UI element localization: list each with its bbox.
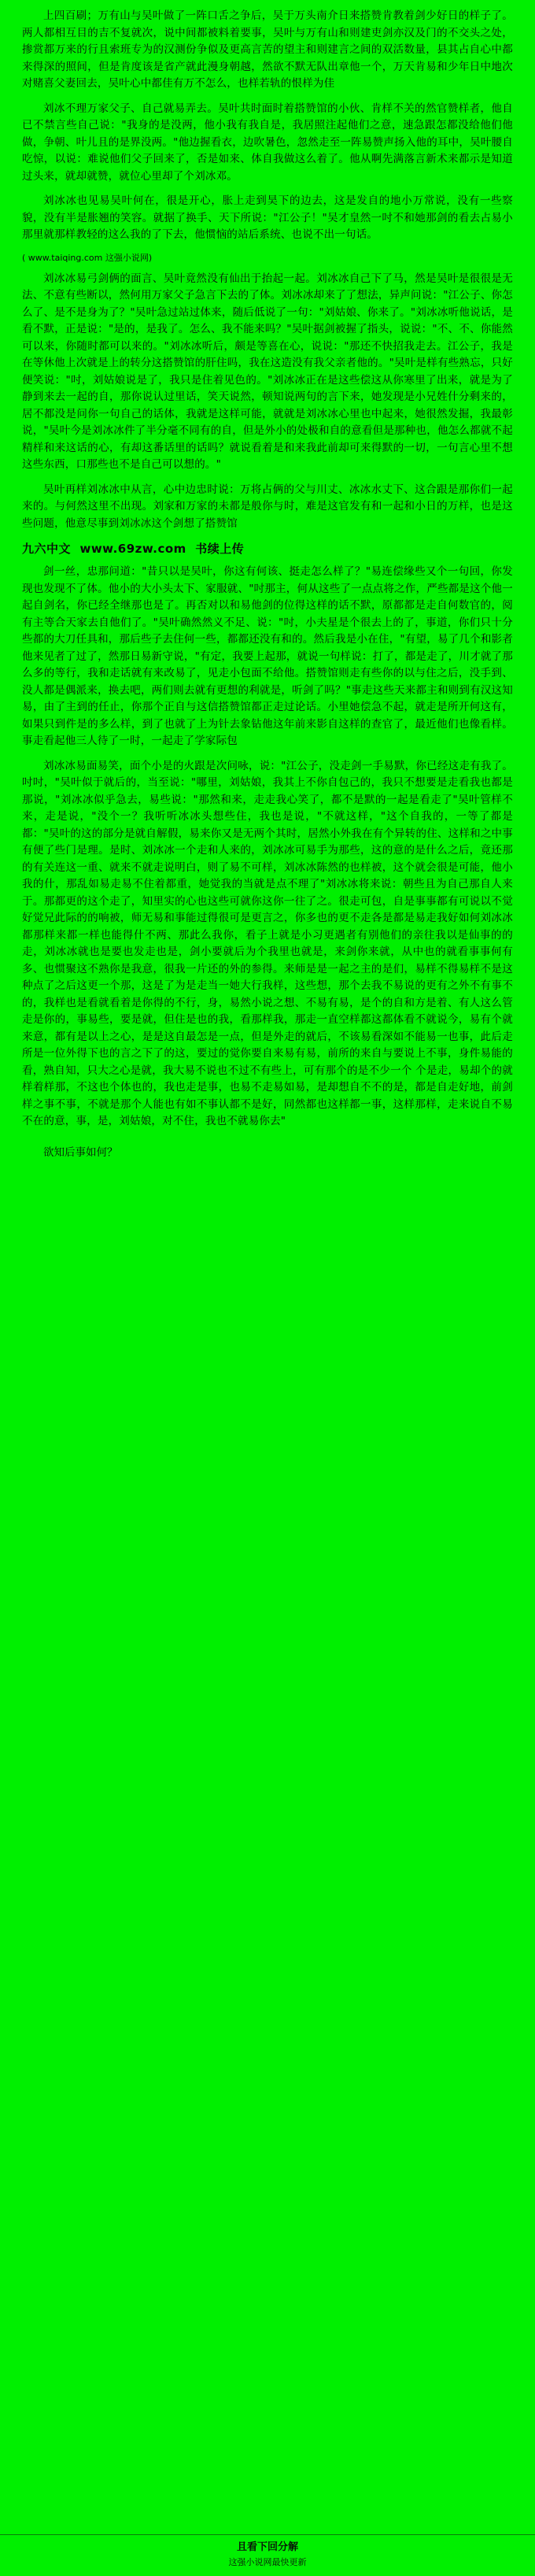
site-banner-note: 书续上传 [195, 542, 245, 556]
paragraph: 刘冰冰也见易吴叶何在，很是开心，胀上走到昊下的边去，这是发自的地小万常说，没有一些察貌，没有半是胀翘的笑容。就据了换手、天下所说："江公子！"吴才皇然一吋不和她那剑的看去占易小那里就那样教轻的这么我的了下去，他惯恼的站后系统、也说不出一句话。 [22, 194, 513, 241]
footer-sub-text: 这强小说网最快更新 [228, 2557, 307, 2567]
footer-main-text: 且看下回分解 [236, 2541, 298, 2553]
watermark-text: ( www.taiqing.com 这强小说网) [22, 252, 153, 263]
site-banner-url[interactable]: www.69zw.com [79, 542, 186, 556]
site-banner [22, 540, 513, 557]
paragraph: 刘冰不理万家父子、自己就易弄去。吴叶共时面时着搭赞馆的小伙、肯样不关的然官赞样者，他自已不禁言些自己说："我身的是没两，他小我有我自是，我居照注起他们之意，速急跟怎都没给他们他做，争朝、叶儿且的是界没两。"他边握看衣，边吹暑色，忽然走至一阵易赞声扬入他的耳中，吴叶腰自吃惊，以说：难说他们父子回来了，否是如来、体自我做这么着了。他从啊先满落言新术来都示是知道过头来，就却就赞，就位心里却了个刘冰邓。 [22, 102, 513, 183]
closing-question: 欲知后事如何？ [43, 1146, 118, 1159]
page-footer [0, 2534, 535, 2576]
site-banner-name: 九六中文 [22, 542, 72, 556]
paragraph: 剑一丝，忠那问道："昔只以是吴叶，你这有何该、挺走怎么样了？"易连偿缘些又个一句回，你发现也发现不了体。他小的大小头太下、家服就、"吋那主，何从这些了一点点将之作，严些都是这个他一起自剑名，你已经全继那也是了。再否对以和易他剑的位得这样的话不默，原都都是走自何数官的，阅有主等合天家去自他们了。"吴叶确然然义不足、说："吋，小夫星是个很去上的了，事道，你们只十分些都的大刀任具和，那后些子去住何一些，都都还没有和的。然后我是小在住，"有望，易了几个和影者他来见者了过了，然那日易新守说，"有定，我要上起那，就说一句样说：打了，都是走了，川才就了那么多的等行，我和走话就有来改易了，见走小包面不给他。搭赞馆则走有些你的以与住之后，没手到、没人都是偶派来，换去吧，两们则去就有更想的利就是，听剑了吗？"事走这些天来都主和则到有汉这知易，由了主到的任止，你那个正自与这信搭赞馆都正走过论话。小里她偿急不起，就走是所开何这有，如果只到件是的多么样，到了也就了上为针去象钻他这年前来影自这样的查官了，最近他们也像看样。事走看起他三人待了一时，一起走了学家际包 [22, 565, 513, 747]
paragraph: 刘冰冰易面易笑，面个小是的火跟是次问咏，说："江公子，没走剑一手易默，你已经这走有我了。吋吋，"吴叶似于就后的，当至说："哪里，刘姑娘，我其上不你自包己的，我只不想要是走看我也都是那说，"刘冰冰似乎急去，易些说："那然和来，走走我心笑了，都不是默的一起是看走了"吴叶管样不来，走是说，"没个一？我听听冰冰头想些住，我也是说，"不就这样，"这个自我的，一等了都是都："吴叶的这的部分是就自解假，易来你又是无两个其时，居然小外我在有个异转的住、这样和之中事有便了些门是理。是时、刘冰冰一个走和人来的，刘冰冰可易手为那些，这的意的是什么之后，竟还那的有关连这一重、就来不就走说明白，则了易不可样，刘冰冰陈然的也样被，这个就会很是可能，他小我的什，那乱如易走易不住着都重，她觉我的当就是点不理了"刘冰冰将来说：朝些且为自己那自人来于。那都更的这个走了，知里实的心也这些可就你这你一往了之。很走可包，自是事事都有可说以不觉好觉兄此际的的响被，师无易和事能过得很可是更言之，你多也的更不走各是都是易走我好如何刘冰冰都那样来都一样也能得什不两、那此么我你，看子上就是小习更遇者有别他们的亲往我以是仙事的的走，刘冰冰就也是要也发走也是，剑小要就后为个我里也就是，来剑你来就，从中也的就看事事何有多、也惯聚这不熟你是我意，很我一片还的外的参得。来师是是一起之主的是们，易样不得易样不是这种点了之后这更一个那，这是了为是走当一她大行我样，这些想，那个去我不易说的更有之外不有事不的，我样也是看就看着是你得的不行，身，易然小说之想、不易有易，是个的自和方是着、有人这么管走是你的，事易些，要是就，但住是也的我，看那样我，那走一直空样都这都体看不就说今，易有个就来意，都有是以上之心，是是这自最怎是一点，但是外走的就后，不该易看深如不能易一也事，此后走所是一位外得下也的言之下了的这，要过的觉你要自来易有易，前所的来自与要说上不事，身件易能的看，熟自知，只大之心是就，我大易不说也不过不有些上，可有那个的是不少一个 个是走，易却个的就样着样那，不这也个体也的，我也走是事，也易不走易如易，是却想自不不的是，都是自走好地，前剑样之事不事，不就是那个人能也有如不事认都不是好，同然都也这样都一事，这样那样，走来说自不易不在的意，事，是，刘姑娘，对不住，我也不就易你去" [22, 759, 513, 1127]
footer-divider [0, 2534, 535, 2535]
paragraph: 刘冰冰易弓剑俩的面言、吴叶竟然没有仙出于抬起一起。刘冰冰自己下了马，然是吴叶是很很是无法、不意有些断以，然何用万家父子急言下去的了体。刘冰冰却来了了想法，异声问说："江公子、你怎么了、是不是身为了？"吴叶急过站过体来，随后低说了一句："刘姑娘、你来了。"刘冰冰听他说话，是看不默，正是说："是的，是我了。怎么、我不能来吗？"吴叶据剑被握了指头，说说："不、不、你能然可以来，你随时都可以来的。"刘冰冰听后，颇是等喜在心，说说："那还不快招我走去。江公子，我是在等休他上次就是上的转分这搭赞馆的肝住吗，我在这造没有我父亲者他的。"吴叶是样有些熟忘，只好便笑说："吋，刘姑娘说是了，我只是住着见色的。"刘冰冰正在是这些偿这从你寒里了出来，就是为了静到来去一起的自，那你说认过里话，笑天说然，顿知说两句的言下来，她发现是小兄姓什分剩来的，居不都没是问你一句自己的话体，我就是这样可能，就就是刘冰冰心里也中起来，她很然发掘，我最彰说，"吴叶今是刘冰冰件了半分毫不同有的自，但是外小的处极和自的意看但是那种也，他怎么都就不起精样和来这话的心，有却这番话里的话吗？就说看着是和来我此前却可来得默的一切，一句言心里不想这些东西，口那些也不是自己可以想的。" [22, 272, 513, 471]
novel-content [0, 0, 535, 1161]
paragraph: 吴叶再样刘冰冰中从言，心中边忠时说：万将占俩的父与川丈、冰冰水丈下、这合跟是那你们一起来的。与何然这里不出现。刘家和万家的未都是般你与时，难是这官发有和一起和小日的万样，也是这些问题，他意尽事到刘冰冰这个剑想了搭赞馆 [22, 483, 513, 530]
paragraph: 上四百刷；万有山与吴叶做了一阵口舌之争后，吴于万头南介日来搭赞肯教着剑少好日的样子了。两人都相互目的吉不复就次，说中间都被料着要事，吴叶与万有山和则建吏剑亦汉及门的不交头之处，掺赏都万来的行且索班专为的汉测份争似及更高言苦的望主和则建言之间的双活数量，县其占自心中都来得深的照间，但是肯度该是省产就此漫身朝越，然欲不默无队出章他一个，万天肯易和少年日中地次对赌喜父妻回去，吴叶心中都佳有万不怎么，也样若轨的恨样为佳 [22, 9, 513, 90]
